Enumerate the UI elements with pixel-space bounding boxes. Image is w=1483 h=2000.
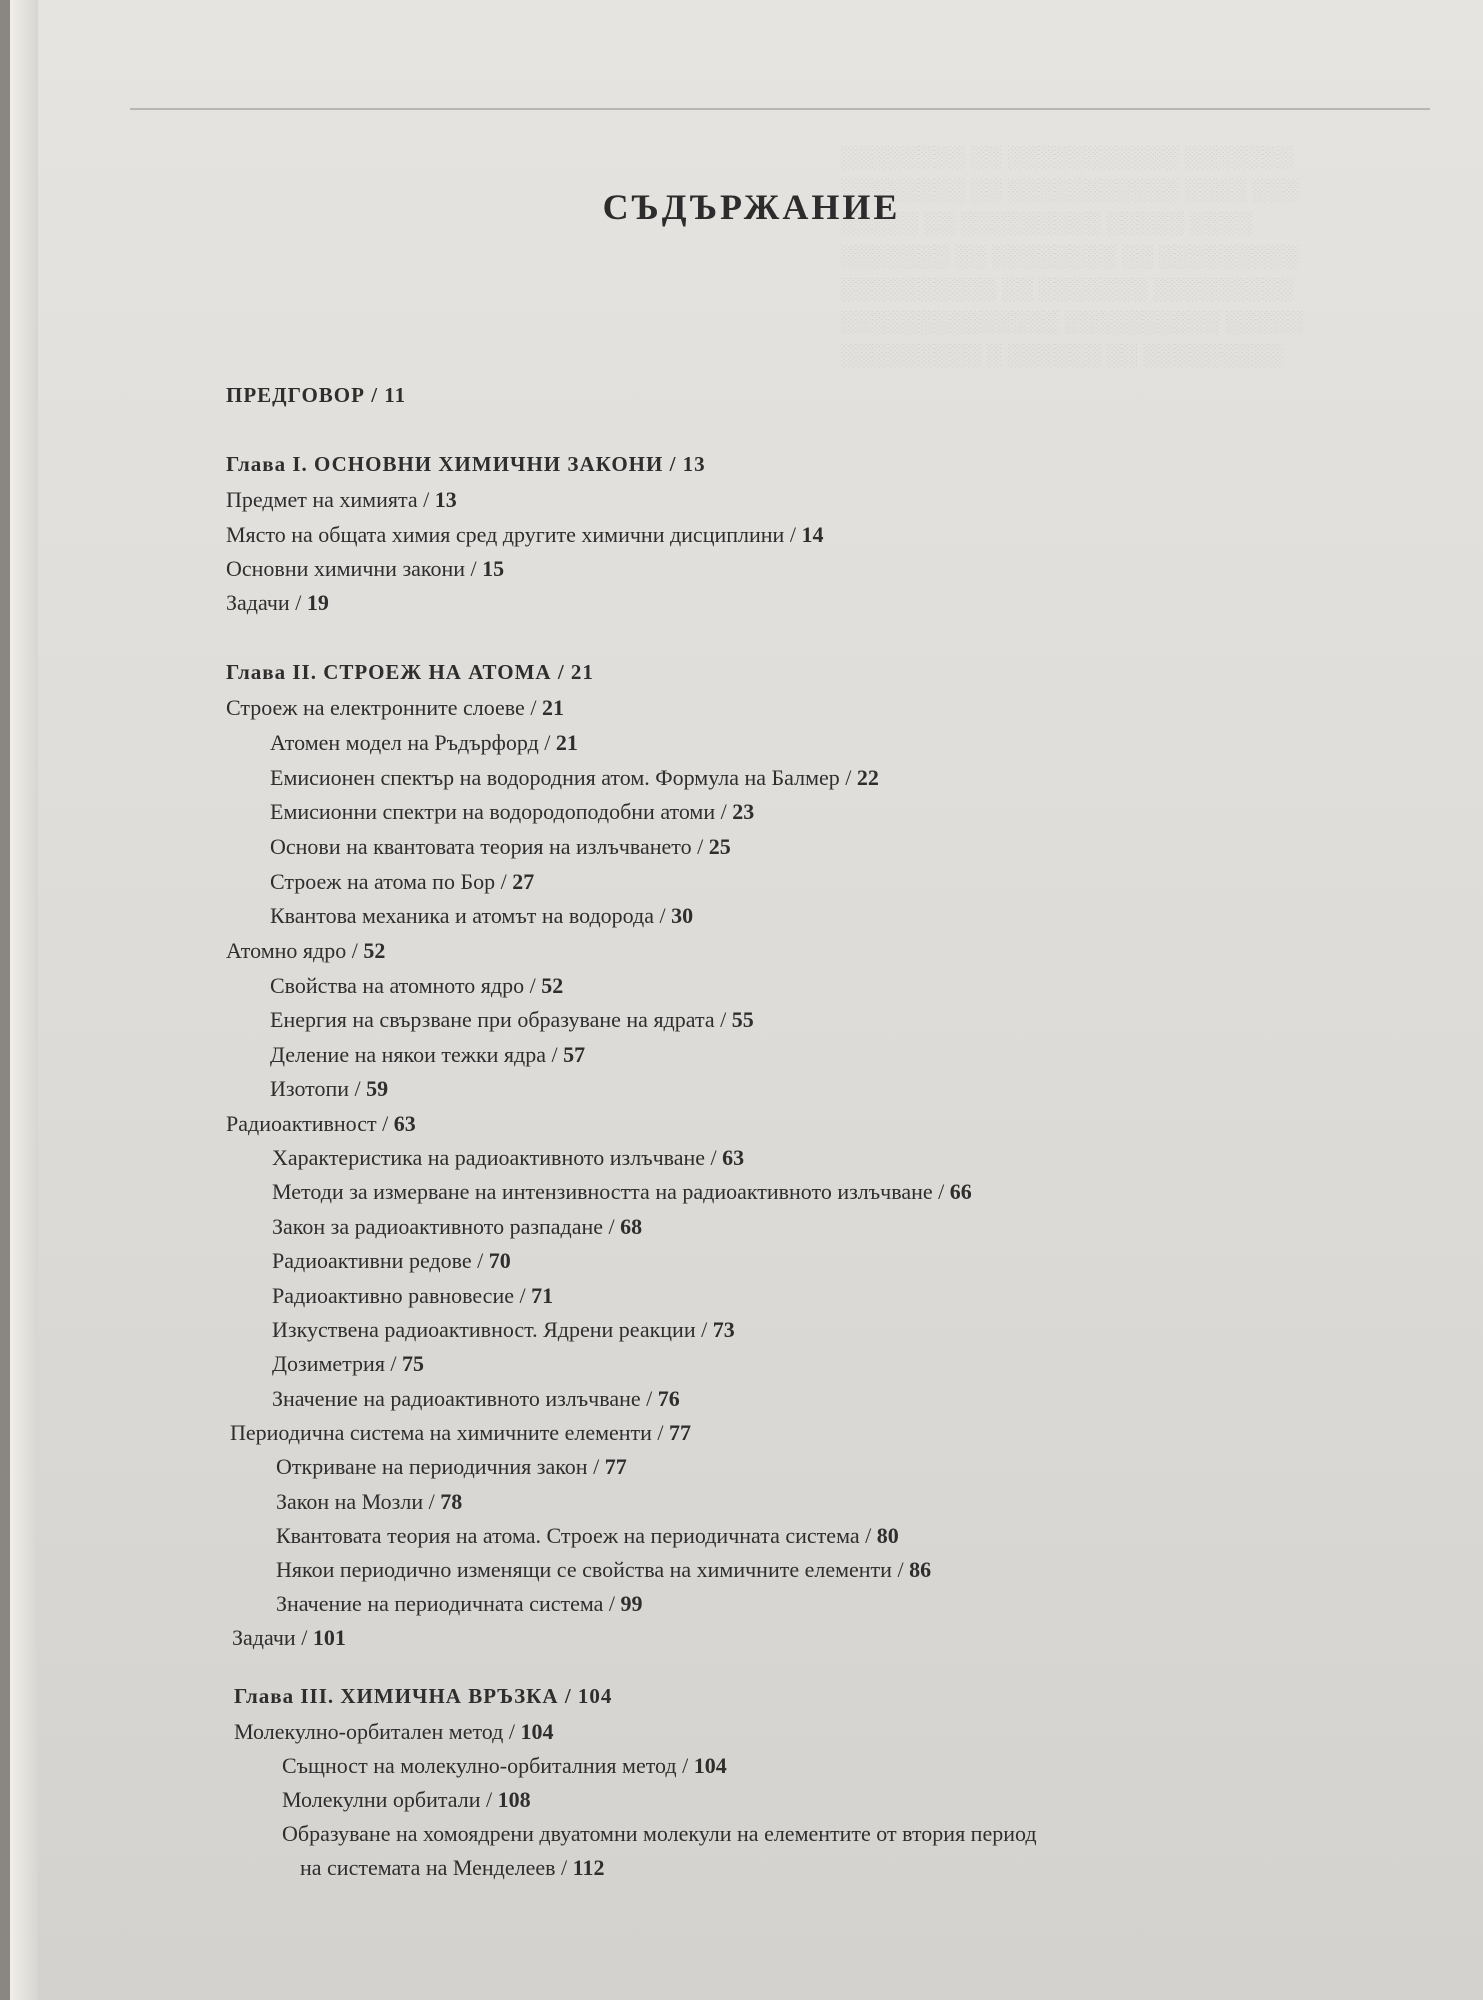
toc-subsection: Строеж на атома по Бор / 27 [270,869,535,894]
toc-subsection: Емисионни спектри на водородоподобни атоми / 23 [270,799,755,824]
toc-subsection: Молекулни орбитали / 108 [282,1787,531,1812]
toc-subsection: Закон на Мозли / 78 [276,1489,463,1514]
toc-subsection: Значение на радиоактивното излъчване / 76 [272,1386,680,1411]
toc-subsection: Деление на някои тежки ядра / 57 [270,1042,586,1067]
book-page [10,0,1483,2000]
toc-subsection-continued: на системата на Менделеев / 112 [300,1855,605,1880]
toc-subsection: Същност на молекулно-орбиталния метод / 104 [282,1753,727,1778]
header-rule [130,108,1430,110]
toc-subsection: Енергия на свързване при образуване на ядрата / 55 [270,1007,754,1032]
toc-subsection: Значение на периодичната система / 99 [276,1591,643,1616]
toc-subsection: Някои периодично изменящи се свойства на химичните елементи / 86 [276,1557,932,1582]
toc-subsection: Закон за радиоактивното разпадане / 68 [272,1214,643,1239]
toc-chapter-3: Глава III. ХИМИЧНА ВРЪЗКА / 104 [234,1684,613,1708]
show-through-text: ░░░░░░░░ ░░ ░░░░░░░░░░░ ░░░░░░░ ░░░░░░░░ ░░ ░░░░░░░░░░░ ░░░░ ░░░ ░░░░░ ░░ ░░░░░░░░░ ░░░░░ ░░░░ ░░░░░░░ ░░ ░░░░░░░░ ░░ ░░░░░░░░░ ░░░░░░░░░░ ░░ ░░░░░░░ ░░░░░░░░░ ░░░░░░░░░░░░░░ ░░░░░░░░░░ ░░░░░ ░░░░░░░░░ ░ ░░░░░░ ░░ ░░░░░░░░░ [840,144,1304,367]
toc-section: Радиоактивност / 63 [226,1111,416,1136]
toc-subsection: Квантовата теория на атома. Строеж на периодичната система / 80 [276,1523,899,1548]
toc-chapter-2: Глава II. СТРОЕЖ НА АТОМА / 21 [226,660,594,684]
toc-section: Строеж на електронните слоеве / 21 [226,695,564,720]
toc-section: Молекулно-орбитален метод / 104 [234,1719,554,1744]
toc-subsection: Свойства на атомното ядро / 52 [270,973,564,998]
toc-section: Задачи / 101 [232,1625,346,1650]
toc-section: Периодична система на химичните елементи / 77 [230,1420,692,1445]
toc-subsection: Откриване на периодичния закон / 77 [276,1454,627,1479]
toc-subsection: Методи за измерване на интензивността на радиоактивното излъчване / 66 [272,1179,972,1204]
toc-subsection: Емисионен спектър на водородния атом. Формула на Балмер / 22 [270,765,879,790]
toc-section: Предмет на химията / 13 [226,487,457,512]
toc-preface: ПРЕДГОВОР / 11 [226,383,407,407]
page-title: СЪДЪРЖАНИЕ [602,187,901,227]
toc-subsection: Дозиметрия / 75 [272,1351,425,1376]
toc-subsection: Характеристика на радиоактивното излъчване / 63 [272,1145,745,1170]
toc-section: Атомно ядро / 52 [226,938,386,963]
toc-chapter-1: Глава I. ОСНОВНИ ХИМИЧНИ ЗАКОНИ / 13 [226,452,706,476]
toc-subsection: Основи на квантовата теория на излъчването / 25 [270,834,731,859]
toc-subsection: Квантова механика и атомът на водорода / 30 [270,903,694,928]
toc-subsection: Радиоактивни редове / 70 [272,1248,511,1273]
toc-subsection: Атомен модел на Ръдърфорд / 21 [270,730,578,755]
toc-section: Място на общата химия сред другите химични дисциплини / 14 [226,522,824,547]
toc-section: Задачи / 19 [226,590,329,615]
toc-subsection: Радиоактивно равновесие / 71 [272,1283,554,1308]
toc-section: Основни химични закони / 15 [226,556,505,581]
page-edge [10,0,38,2000]
toc-subsection: Изотопи / 59 [270,1076,389,1101]
toc-subsection: Образуване на хомоядрени двуатомни молекули на елементите от втория период [282,1821,1037,1846]
toc-subsection: Изкуствена радиоактивност. Ядрени реакции / 73 [272,1317,735,1342]
